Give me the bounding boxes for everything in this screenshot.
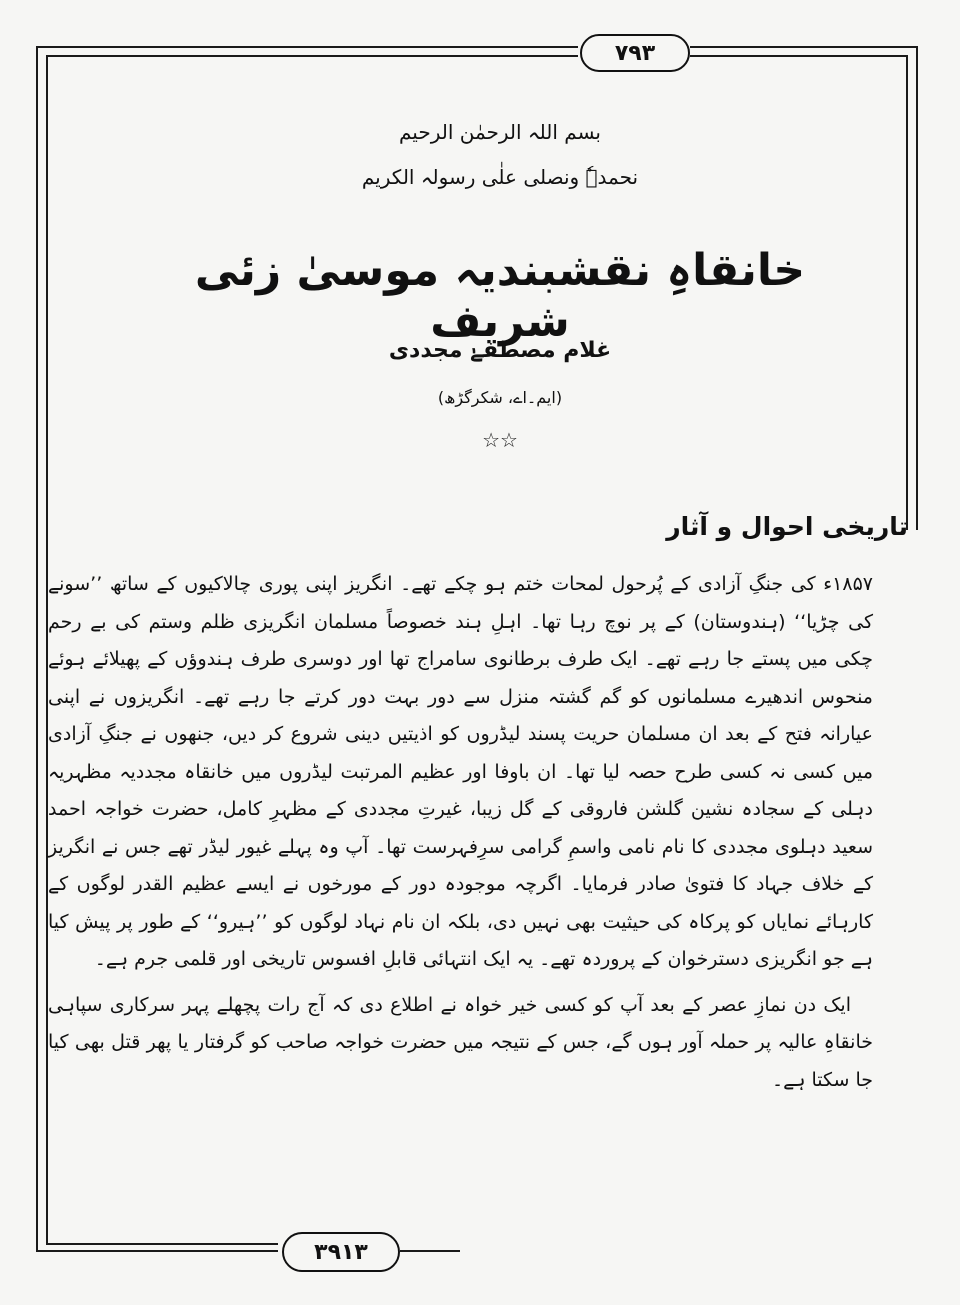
article-body	[48, 566, 873, 1099]
paragraph: ایک دن نمازِ عصر کے بعد آپ کو کسی خیر خواہ نے اطلاع دی کہ آج رات پچھلے پہر سرکاری سپاہی خانقاہِ عالیہ پر حملہ آور ہوں گے، جس کے نتیجہ میں حضرت خواجہ صاحب کو گرفتار یا پھر قتل بھی کیا جا سکتا ہے۔	[48, 993, 873, 1091]
paragraph: ۱۸۵۷ء کی جنگِ آزادی کے پُرحول لمحات ختم ہو چکے تھے۔ انگریز اپنی پوری چالاکیوں کے ساتھ ’’سونے کی چڑیا‘‘ (ہندوستان) کے پر نوچ رہا تھا۔ اہلِ ہند خصوصاً مسلمان انگریزی ظلم وستم کی بے رحم چکی میں پستے جا رہے تھے۔ ایک طرف برطانوی سامراج تھا اور دوسری طرف ہندوؤں کے پھیلائے ہوئے منحوس اندھیرے مسلمانوں کو گم گشتہ منزل سے دور بہت دور کرتے جا رہے تھے۔ انگریزوں نے اپنی عیارانہ فتح کے بعد ان مسلمان حریت پسند لیڈروں کو اذیتیں دینی شروع کر دیں، جنھوں نے جنگِ آزادی میں کسی نہ کسی طرح حصہ لیا تھا۔ ان باوفا اور عظیم المرتبت لیڈروں میں خانقاہ مجددیہ مظہریہ دہلی کے سجادہ نشین گلشن فاروقی کے گل زیبا، غیرتِ مجددی کے مظہرِ کامل، حضرت خواجہ احمد سعید دہلوی مجددی کا نام نامی واسمِ گرامی سرِفہرست تھا۔ آپ وہ پہلے غیور لیڈر تھے جس نے انگریز کے خلاف جہاد کا فتویٰ صادر فرمایا۔ اگرچہ موجودہ دور کے مورخوں نے ایسے عظیم القدر لوگوں کے کارہائے نمایاں کو پرکاہ کی حیثیت بھی نہیں دی، بلکہ ان نام نہاد لوگوں کو ’’ہیرو‘‘ کے طور پر پیش کیا ہے جو انگریزی دسترخوان کے پروردہ تھے۔ یہ ایک انتہائی قابلِ افسوس تاریخی اور قلمی جرم ہے۔	[48, 573, 873, 970]
frame-top-inner	[690, 55, 908, 57]
author-name: غلام مصطفےٰ مجددی	[388, 338, 612, 363]
frame-bottom-outer	[36, 1250, 278, 1252]
bottom-page-number	[282, 1232, 400, 1272]
praise-line: نحمدہٗ ونصلی علٰی رسولہ الکریم	[361, 165, 639, 189]
frame-top-left-outer	[36, 46, 578, 48]
frame-top-left-inner	[46, 55, 578, 57]
frame-bottom-inner	[46, 1243, 278, 1245]
frame-right-inner	[906, 55, 908, 530]
bottom-page-number-text: ۳۹۱۳	[314, 1239, 368, 1265]
top-page-number	[580, 34, 690, 72]
frame-right-outer	[916, 46, 918, 530]
author-affiliation: (ایم۔اے، شکرگڑھ)	[437, 388, 563, 407]
top-page-number-text: ۷۹۳	[614, 40, 656, 66]
frame-top-outer	[690, 46, 918, 48]
star-divider: ☆☆	[482, 428, 518, 452]
bismillah: بسم اللہ الرحمٰن الرحیم	[398, 120, 601, 144]
frame-left-outer	[36, 46, 38, 1252]
section-heading: تاریخی احوال و آثار	[666, 512, 908, 541]
frame-bottom-right	[400, 1250, 460, 1252]
article-title: خانقاہِ نقشبندیہ موسیٰ زئی شریف	[194, 245, 806, 347]
